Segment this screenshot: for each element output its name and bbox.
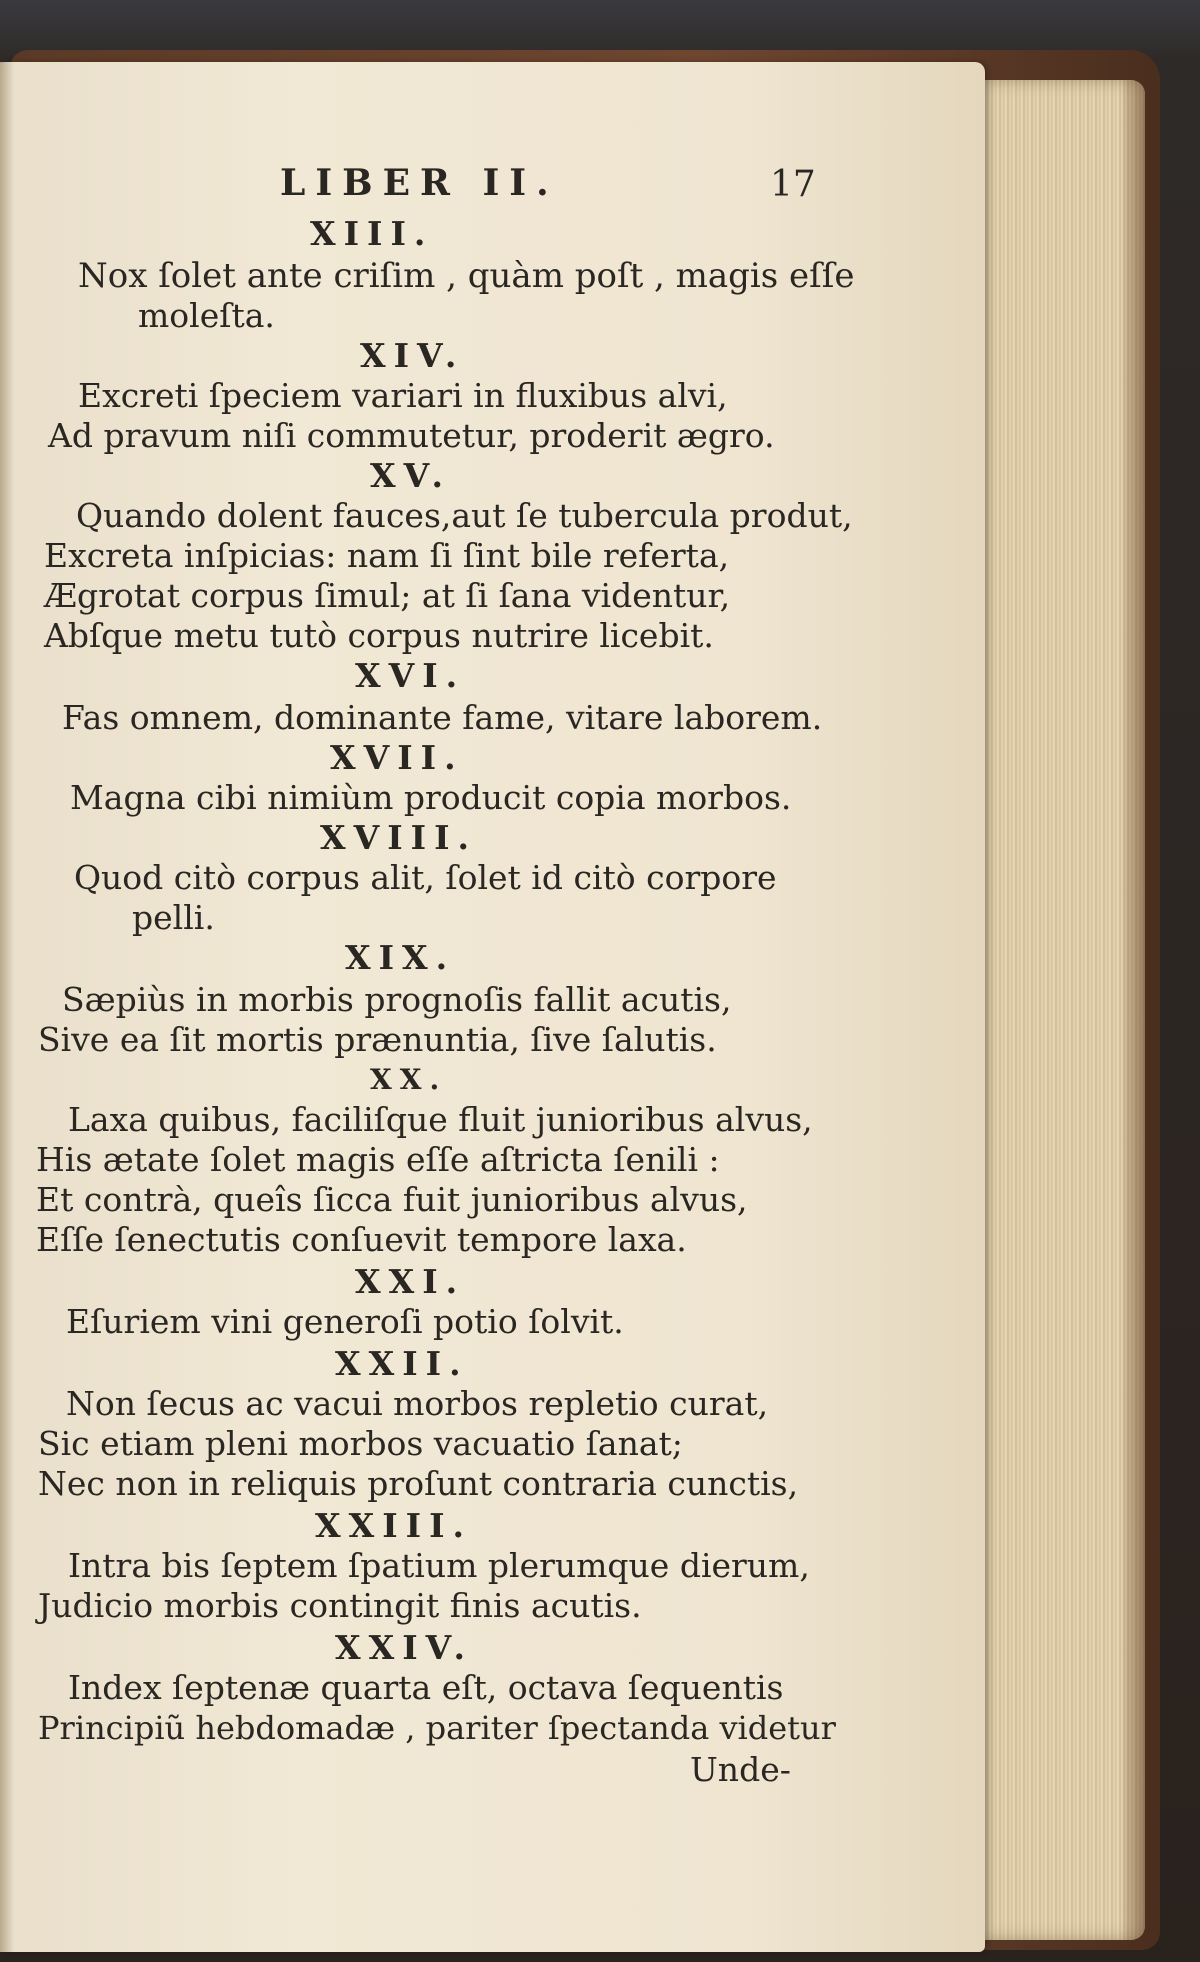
section-number: XXIV. (335, 1628, 473, 1667)
text-line: Et contrà, queîs ſicca fuit junioribus alvus, (36, 1180, 748, 1219)
section-number: XV. (370, 456, 451, 495)
section-number: XXII. (335, 1344, 469, 1383)
page-number: 17 (770, 164, 816, 205)
page-content (0, 62, 985, 1952)
text-line: Fas omnem, dominante fame, vitare laborem. (62, 698, 823, 737)
section-number: XX. (370, 1063, 448, 1096)
text-line: Quod citò corpus alit, ſolet id citò corpore (74, 858, 777, 897)
section-number: XIII. (310, 214, 434, 253)
book-page (0, 62, 985, 1952)
text-line: Quando dolent fauces,aut ſe tubercula produt, (76, 496, 853, 535)
text-line: Judicio morbis contingit finis acutis. (38, 1586, 642, 1625)
text-line: Sic etiam pleni morbos vacuatio ſanat; (38, 1424, 683, 1463)
text-line: Sæpiùs in morbis prognoſis fallit acutis, (62, 980, 732, 1019)
page-edges (970, 80, 1145, 1940)
text-line: Index ſeptenæ quarta eſt, octava ſequentis (68, 1668, 784, 1707)
text-line: His ætate ſolet magis eſſe aſtricta ſenili : (36, 1140, 720, 1179)
text-line: Laxa quibus, faciliſque fluit junioribus alvus, (68, 1100, 813, 1139)
text-line: Eſſe ſenectutis conſuevit tempore laxa. (36, 1220, 687, 1259)
running-head: LIBER II. (280, 162, 559, 204)
text-line: Nec non in reliquis proſunt contraria cunctis, (38, 1464, 799, 1503)
text-line: Intra bis ſeptem ſpatium plerumque dierum, (68, 1546, 810, 1585)
text-line: Magna cibi nimiùm producit copia morbos. (70, 778, 792, 817)
text-line: Ad pravum niſi commutetur, proderit ægro. (48, 416, 775, 455)
text-line: Excreta inſpicias: nam ſi ſint bile referta, (44, 536, 730, 575)
text-line: Excreti ſpeciem variari in fluxibus alvi, (78, 376, 728, 415)
section-number: XVI. (355, 656, 466, 695)
text-line: Abſque metu tutò corpus nutrire licebit. (44, 616, 714, 655)
text-line: moleſta. (138, 296, 275, 335)
text-line: Nox ſolet ante criſim , quàm poſt , magis eſſe (78, 256, 855, 296)
section-number: XXI. (355, 1262, 466, 1301)
text-line: pelli. (132, 898, 215, 937)
section-number: XIV. (360, 336, 465, 375)
section-number: XVII. (330, 738, 464, 777)
text-line: Ægrotat corpus ſimul; at ſi ſana videntur, (44, 576, 731, 615)
catchword: Unde- (690, 1750, 791, 1789)
section-number: XIX. (345, 938, 456, 977)
section-number: XXIII. (315, 1506, 473, 1545)
text-line: Eſuriem vini generoſi potio ſolvit. (66, 1302, 624, 1341)
text-line: Sive ea ſit mortis prænuntia, ſive ſalutis. (38, 1020, 717, 1059)
section-number: XVIII. (320, 818, 478, 857)
text-line: Non ſecus ac vacui morbos repletio curat, (66, 1384, 769, 1423)
text-line: Principiũ hebdomadæ , pariter ſpectanda videtur (38, 1709, 836, 1747)
